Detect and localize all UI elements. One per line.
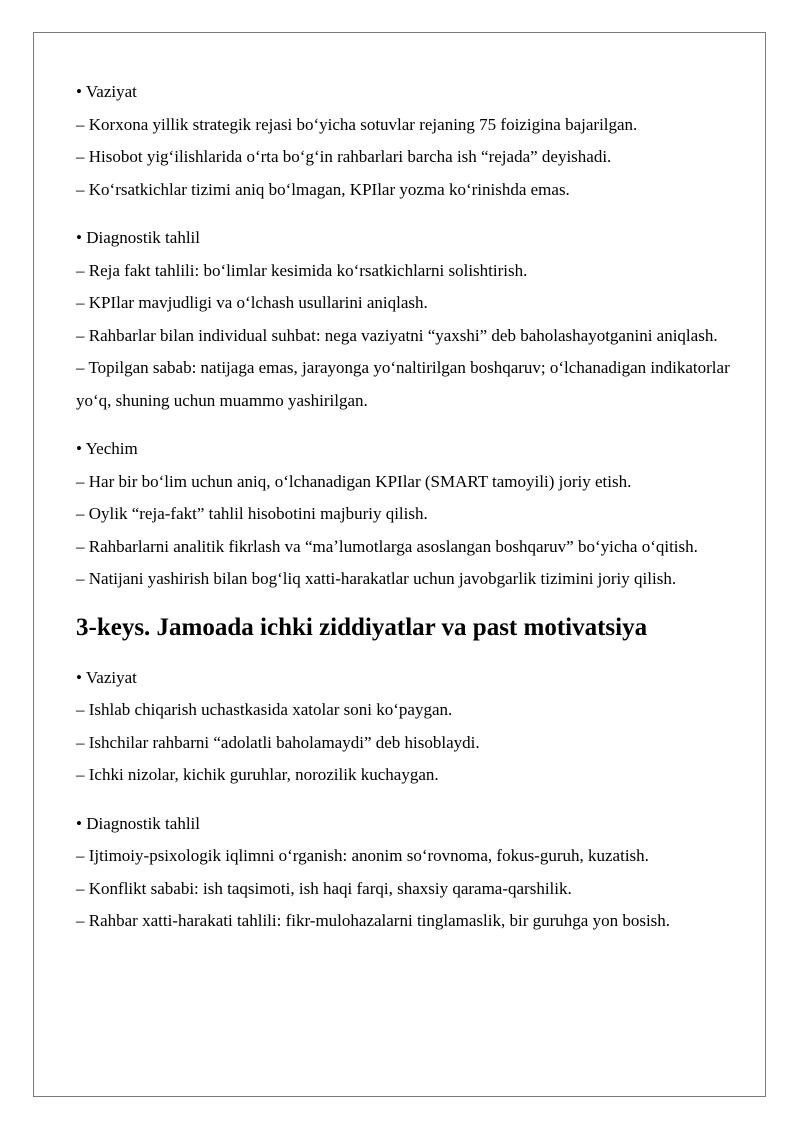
document-page	[33, 32, 766, 1097]
list-item: – Topilgan sabab: natijaga emas, jarayonga yoʻnaltirilgan boshqaruv; oʻlchanadigan indikatorlar yoʻq, shuning uchun muammo yashirilgan.	[76, 358, 730, 410]
list-item: – Korxona yillik strategik rejasi boʻyicha sotuvlar rejaning 75 foizigina bajarilgan.	[76, 114, 638, 134]
case2-solution-section	[76, 433, 756, 596]
list-item: – Ishchilar rahbarni “adolatli baholamaydi” deb hisoblaydi.	[76, 732, 480, 752]
list-item: – KPIlar mavjudligi va oʻlchash usullarini aniqlash.	[76, 293, 428, 312]
case3-situation-section	[76, 662, 756, 792]
list-item: – Ijtimoiy-psixologik iqlimni oʻrganish: anonim soʻrovnoma, fokus-guruh, kuzatish.	[76, 846, 649, 865]
page-content	[76, 76, 756, 954]
list-item: – Reja fakt tahlili: boʻlimlar kesimida koʻrsatkichlarni solishtirish.	[76, 260, 528, 280]
list-item: – Ishlab chiqarish uchastkasida xatolar soni koʻpaygan.	[76, 700, 453, 719]
case3-diagnostic-section	[76, 808, 756, 938]
section-title: • Vaziyat	[76, 82, 137, 101]
list-item: – Rahbar xatti-harakati tahlili: fikr-mulohazalarni tinglamaslik, bir guruhga yon bosish.	[76, 911, 671, 930]
list-item: – Konflikt sababi: ish taqsimoti, ish haqi farqi, shaxsiy qarama-qarshilik.	[76, 878, 572, 898]
list-item: – Oylik “reja-fakt” tahlil hisobotini majburiy qilish.	[76, 504, 428, 523]
list-item: – Har bir boʻlim uchun aniq, oʻlchanadigan KPIlar (SMART tamoyili) joriy etish.	[76, 471, 632, 491]
case3-heading: 3-keys. Jamoada ichki ziddiyatlar va past motivatsiya	[76, 613, 648, 641]
section-title: • Vaziyat	[76, 667, 137, 687]
list-item: – Ichki nizolar, kichik guruhlar, norozilik kuchaygan.	[76, 765, 439, 784]
case2-diagnostic-section	[76, 222, 756, 417]
case2-situation-section	[76, 76, 756, 206]
list-item: – Natijani yashirish bilan bogʻliq xatti-harakatlar uchun javobgarlik tizimini joriy qilish.	[76, 569, 677, 588]
list-item: – Rahbarlar bilan individual suhbat: nega vaziyatni “yaxshi” deb baholashayotganini aniqlash.	[76, 325, 718, 345]
section-title: • Yechim	[76, 439, 138, 458]
list-item: – Hisobot yigʻilishlarida oʻrta boʻgʻin rahbarlari barcha ish “rejada” deyishadi.	[76, 147, 612, 166]
section-title: • Diagnostik tahlil	[76, 228, 200, 247]
list-item: – Rahbarlarni analitik fikrlash va “maʼlumotlarga asoslangan boshqaruv” boʻyicha oʻqitish.	[76, 536, 698, 556]
section-title: • Diagnostik tahlil	[76, 813, 200, 833]
list-item: – Koʻrsatkichlar tizimi aniq boʻlmagan, KPIlar yozma koʻrinishda emas.	[76, 179, 570, 199]
